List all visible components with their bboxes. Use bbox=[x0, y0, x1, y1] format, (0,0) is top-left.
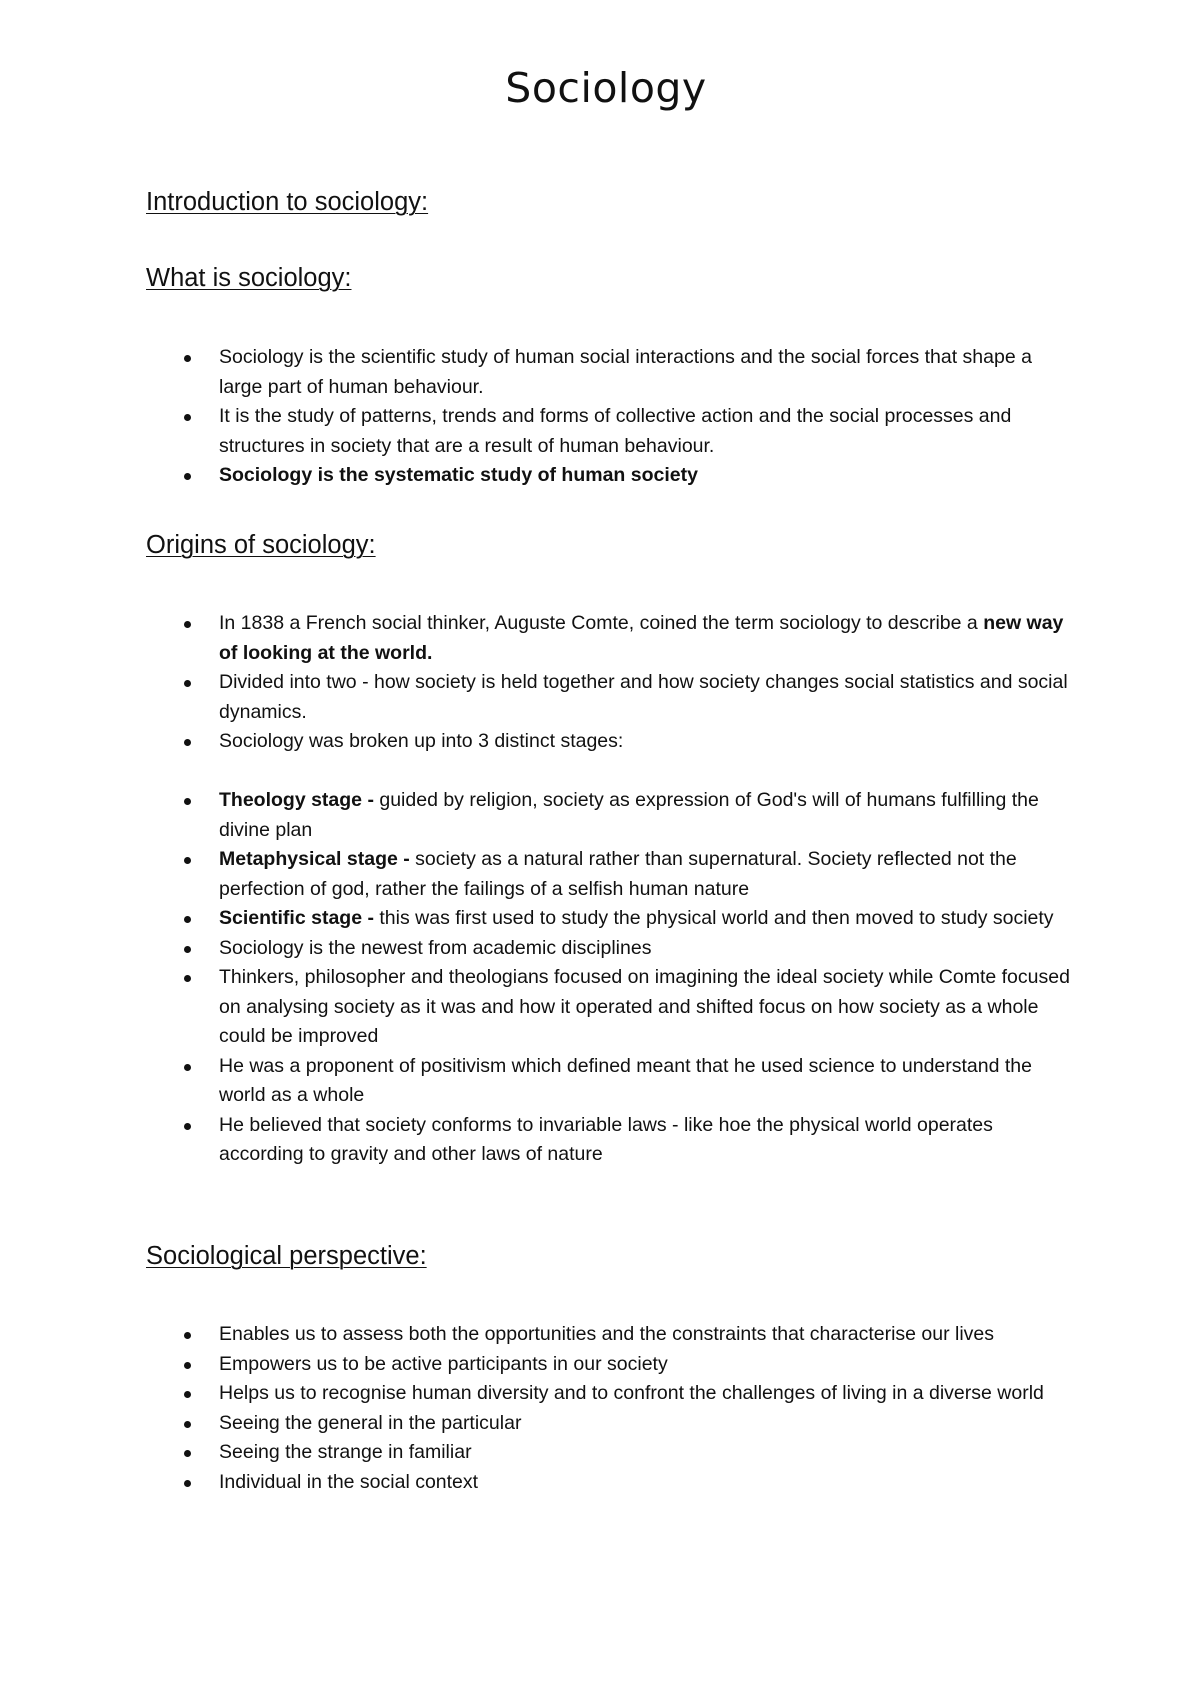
bullet-icon bbox=[184, 1391, 191, 1398]
list-item-bold-text: Scientific stage - bbox=[219, 907, 380, 929]
bullet-icon bbox=[184, 975, 191, 982]
origins-list bbox=[146, 609, 1076, 1170]
list-item-text: Sociology is the newest from academic disciplines bbox=[219, 936, 652, 959]
list-item-text: Sociology was broken up into 3 distinct stages: bbox=[219, 730, 624, 752]
list-item bbox=[146, 343, 1076, 402]
list-item bbox=[146, 845, 1076, 904]
list-item-text: It is the study of patterns, trends and forms of collective action and the social processes and structures in society that are a result of human behaviour. bbox=[219, 405, 1012, 457]
list-item bbox=[146, 402, 1076, 461]
section-heading-sociological-perspective: Sociological perspective: bbox=[146, 1242, 427, 1270]
list-item bbox=[146, 1468, 1076, 1498]
bullet-icon bbox=[184, 355, 191, 362]
list-item-bold-text: new way of looking at the world. bbox=[219, 612, 1064, 664]
bullet-icon bbox=[184, 414, 191, 421]
sociological-perspective-list bbox=[146, 1320, 1076, 1497]
section-heading-what-is-sociology: What is sociology: bbox=[146, 264, 352, 292]
bullet-icon bbox=[184, 798, 191, 805]
list-item-bold-text: Sociology is the systematic study of human society bbox=[219, 464, 698, 486]
list-item bbox=[146, 1409, 1076, 1439]
bullet-icon bbox=[184, 946, 191, 953]
list-item-text: Empowers us to be active participants in our society bbox=[219, 1352, 668, 1375]
bullet-icon bbox=[184, 473, 191, 480]
bullet-icon bbox=[184, 1480, 191, 1487]
bullet-icon bbox=[184, 1450, 191, 1457]
bullet-icon bbox=[184, 916, 191, 923]
bullet-icon bbox=[184, 1362, 191, 1369]
list-item-text: In 1838 a French social thinker, Auguste Comte, coined the term sociology to describe a bbox=[219, 612, 984, 634]
list-item-text: society as a natural rather than supernatural. Society reflected not the perfection of god, rather the failings of a selfish human nature bbox=[219, 848, 1017, 900]
list-item-text: Individual in the social context bbox=[219, 1470, 479, 1493]
list-item-text: this was first used to study the physical world and then moved to study society bbox=[379, 907, 1054, 929]
list-item bbox=[146, 1111, 1076, 1170]
list-item-text: He believed that society conforms to invariable laws - like hoe the physical world operates according to gravity and other laws of nature bbox=[219, 1113, 993, 1165]
list-item bbox=[146, 727, 1076, 757]
list-item-text: Helps us to recognise human diversity and to confront the challenges of living in a diverse world bbox=[219, 1382, 1044, 1404]
list-item-text: He was a proponent of positivism which defined meant that he used science to understand the world as a whole bbox=[219, 1054, 1032, 1106]
bullet-icon bbox=[184, 1421, 191, 1428]
list-item bbox=[146, 963, 1076, 1052]
list-item bbox=[146, 461, 1076, 491]
list-item bbox=[146, 609, 1076, 668]
list-item bbox=[146, 1320, 1076, 1350]
list-item bbox=[146, 1052, 1076, 1111]
list-item-text: Enables us to assess both the opportunities and the constraints that characterise our lives bbox=[219, 1323, 995, 1345]
list-item-bold-text: Metaphysical stage - bbox=[219, 848, 416, 870]
bullet-icon bbox=[184, 680, 191, 687]
bullet-icon bbox=[184, 621, 191, 628]
section-heading-origins: Origins of sociology: bbox=[146, 531, 376, 559]
list-item bbox=[146, 904, 1076, 934]
list-item bbox=[146, 1438, 1076, 1468]
bullet-icon bbox=[184, 1123, 191, 1130]
list-item bbox=[146, 1350, 1076, 1380]
bullet-icon bbox=[184, 1332, 191, 1339]
list-item bbox=[146, 668, 1076, 727]
list-item-text: Seeing the strange in familiar bbox=[219, 1441, 472, 1463]
list-item bbox=[146, 1379, 1076, 1409]
bullet-icon bbox=[184, 739, 191, 746]
bullet-icon bbox=[184, 1064, 191, 1071]
list-item-text: Thinkers, philosopher and theologians focused on imagining the ideal society while Comte focused on analysing society as it was and how it operated and shifted focus on how society as a whole could be improved bbox=[219, 966, 1070, 1047]
bullet-icon bbox=[184, 857, 191, 864]
list-item bbox=[146, 786, 1076, 845]
list-item-bold-text: Theology stage - bbox=[219, 789, 380, 811]
list-spacer bbox=[146, 757, 1076, 787]
section-heading-introduction: Introduction to sociology: bbox=[146, 188, 429, 216]
list-item bbox=[146, 934, 1076, 964]
document-title: Sociology bbox=[505, 64, 707, 112]
list-item-text: guided by religion, society as expression of God's will of humans fulfilling the divine plan bbox=[219, 789, 1039, 841]
what-is-sociology-list bbox=[146, 343, 1076, 491]
list-item-text: Divided into two - how society is held together and how society changes social statistics and social dynamics. bbox=[219, 671, 1068, 723]
list-item-text: Sociology is the scientific study of human social interactions and the social forces that shape a large part of human behaviour. bbox=[219, 346, 1032, 398]
list-item-text: Seeing the general in the particular bbox=[219, 1411, 522, 1434]
